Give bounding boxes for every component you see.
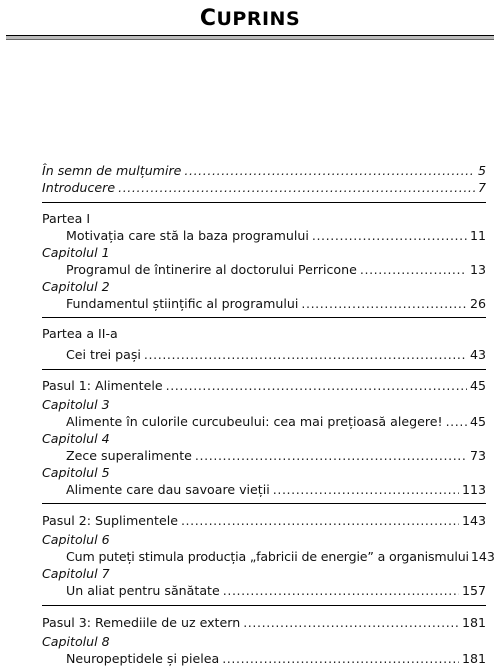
toc-page-number: 181	[461, 651, 486, 666]
toc-entry-text: Programul de întinerire al doctorului Perricone	[66, 262, 357, 277]
section-divider	[42, 317, 486, 318]
chapter-label: Capitolul 7	[42, 566, 110, 581]
toc-entry[interactable]	[42, 582, 486, 599]
toc-entry-text: Cei trei pași	[66, 347, 141, 362]
chapter-label: Capitolul 4	[42, 431, 110, 446]
toc-entry[interactable]	[42, 227, 486, 244]
leader-dots	[118, 179, 475, 196]
section-divider	[42, 369, 486, 370]
toc-page-number: 73	[469, 448, 486, 463]
toc-entry[interactable]	[42, 447, 486, 464]
toc-step-heading[interactable]	[42, 512, 486, 529]
toc-entry[interactable]	[42, 650, 486, 667]
toc-entry[interactable]	[42, 413, 486, 430]
title-rest: UPRINS	[216, 8, 301, 30]
toc-page-number: 5	[477, 163, 486, 178]
leader-dots	[223, 582, 459, 599]
toc-entry[interactable]	[42, 548, 495, 565]
toc-entry-text: Introducere	[42, 180, 116, 195]
toc-entry-text: Un aliat pentru sănătate	[66, 583, 220, 598]
toc-page-number: 45	[469, 414, 486, 429]
toc-entry[interactable]	[42, 346, 486, 363]
toc-entry-introduction[interactable]	[42, 179, 486, 196]
leader-dots	[184, 162, 475, 179]
toc-entry-text: Neuropeptidele și pielea	[66, 651, 220, 666]
table-of-contents	[42, 162, 495, 667]
leader-dots	[243, 614, 459, 631]
chapter-label: Capitolul 1	[42, 245, 110, 260]
leader-dots	[360, 261, 467, 278]
toc-page-number: 181	[461, 615, 486, 630]
toc-page-number: 7	[477, 180, 486, 195]
leader-dots	[166, 377, 467, 394]
toc-page-number: 143	[470, 549, 495, 564]
toc-entry-text: Motivația care stă la baza programului	[66, 228, 309, 243]
toc-entry[interactable]	[42, 261, 486, 278]
toc-step-heading[interactable]	[42, 377, 486, 394]
chapter-label: Capitolul 3	[42, 397, 110, 412]
toc-entry-acknowledgements[interactable]	[42, 162, 486, 179]
title-rule	[6, 35, 494, 40]
toc-entry-text: Pasul 2: Suplimentele	[42, 513, 178, 528]
toc-page-number: 157	[461, 583, 486, 598]
leader-dots	[446, 413, 467, 430]
leader-dots	[301, 295, 467, 312]
toc-entry-text: Fundamentul științific al programului	[66, 296, 299, 311]
toc-page-number: 113	[461, 482, 486, 497]
toc-entry[interactable]	[42, 295, 486, 312]
toc-entry-text: Alimente care dau savoare vieții	[66, 482, 270, 497]
title-initial: C	[199, 6, 217, 31]
section-divider	[42, 202, 486, 203]
part-heading: Partea I	[42, 211, 91, 226]
toc-entry-text: În semn de mulțumire	[42, 163, 182, 178]
toc-page-number: 11	[469, 228, 486, 243]
leader-dots	[222, 650, 459, 667]
toc-entry-text: Alimente în culorile curcubeului: cea mai prețioasă alegere!	[66, 414, 443, 429]
toc-entry-text: Pasul 1: Alimentele	[42, 378, 163, 393]
leader-dots	[312, 227, 467, 244]
toc-entry-text: Pasul 3: Remediile de uz extern	[42, 615, 241, 630]
section-divider	[42, 605, 486, 606]
chapter-label: Capitolul 2	[42, 279, 110, 294]
leader-dots	[144, 346, 467, 363]
leader-dots	[195, 447, 467, 464]
leader-dots	[273, 481, 459, 498]
section-divider	[42, 503, 486, 504]
toc-entry-text: Zece superalimente	[66, 448, 192, 463]
toc-page-number: 13	[469, 262, 486, 277]
toc-page-number: 45	[469, 378, 486, 393]
toc-page-number: 43	[469, 347, 486, 362]
leader-dots	[181, 512, 459, 529]
toc-page-number: 26	[469, 296, 486, 311]
toc-step-heading[interactable]	[42, 614, 486, 631]
toc-page-number: 143	[461, 513, 486, 528]
chapter-label: Capitolul 8	[42, 634, 110, 649]
part-heading: Partea a II-a	[42, 326, 118, 341]
chapter-label: Capitolul 6	[42, 532, 110, 547]
page-title	[0, 6, 500, 31]
chapter-label: Capitolul 5	[42, 465, 110, 480]
toc-entry-text: Cum puteți stimula producția „fabricii de energie” a organismului	[66, 549, 469, 564]
toc-entry[interactable]	[42, 481, 486, 498]
